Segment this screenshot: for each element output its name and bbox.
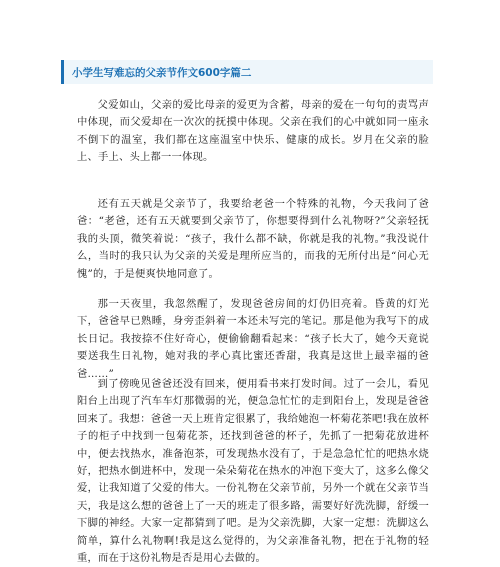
- paragraph-2: 还有五天就是父亲节了，我要给老爸一个特殊的礼物，今天我问了爸爸：“老爸，还有五天就要到父亲节了，你想要得到什么礼物呀?”父亲轻抚我的头顶，微笑着说：“孩子，我什么都不缺，你就是我的礼物。”我没说什么，当时的我只认为父亲的关爱是理所应当的，而我的无所付出是“问心无愧”的，于是便爽快地同意了。: [77, 198, 429, 280]
- paragraph-1: 父爱如山，父亲的爱比母亲的爱更为含蓄，母亲的爱在一句句的责骂声中体现，而父爱却在一次次的抚摸中体现。父亲在我们的心中就如同一座永不倒下的温室，我们都在这座温室中快乐、健康的成长。岁月在父亲的脸上、手上、头上都一一体现。: [77, 99, 429, 164]
- paragraph-4: 到了傍晚见爸爸还没有回来，便用看书来打发时间。过了一会儿，看见阳台上出现了汽车车灯那微弱的光，便急急忙忙的走到阳台上，发现是爸爸回来了。我想：爸爸一天上班肯定很累了，我给她泡一杯菊花茶吧!我在放杯子的柜子中找到一包菊花茶，还找到爸爸的杯子，先抓了一把菊花放进杯中，便去找热水，准备泡茶，可发现热水没有了，于是急急忙忙的吧热水烧好，把热水倒进杯中，发现一朵朵菊花在热水的冲泡下变大了，这多么像父爱，让我知道了父爱的伟大。一份礼物在父亲节前，另外一个就在父亲节当天，我是这么想的爸爸上了一天的班走了很多路，需要好好洗洗脚，舒缓一下脚的神经。大家一定都猜到了吧。是为父亲洗脚，大家一定想：洗脚这么简单，算什么礼物啊!我是这么觉得的，为父亲准备礼物，把在于礼物的轻重，而在于这份礼物是否是用心去做的。: [77, 378, 429, 565]
- article-title-bar: [61, 60, 433, 84]
- paragraph-3: 那一天夜里，我忽然醒了，发现爸爸房间的灯仍旧亮着。昏黄的灯光下，爸爸早已熟睡，身旁歪斜着一本还未写完的笔记。那是他为我写下的成长日记。我按捺不住好奇心，便偷偷翻看起来：“孩子长大了，她今天竟说要送我生日礼物，她对我的孝心真比蜜还香甜，我真是这世上最幸福的爸爸……”: [77, 298, 429, 380]
- article-title: 小学生写难忘的父亲节作文600字篇二: [72, 67, 252, 79]
